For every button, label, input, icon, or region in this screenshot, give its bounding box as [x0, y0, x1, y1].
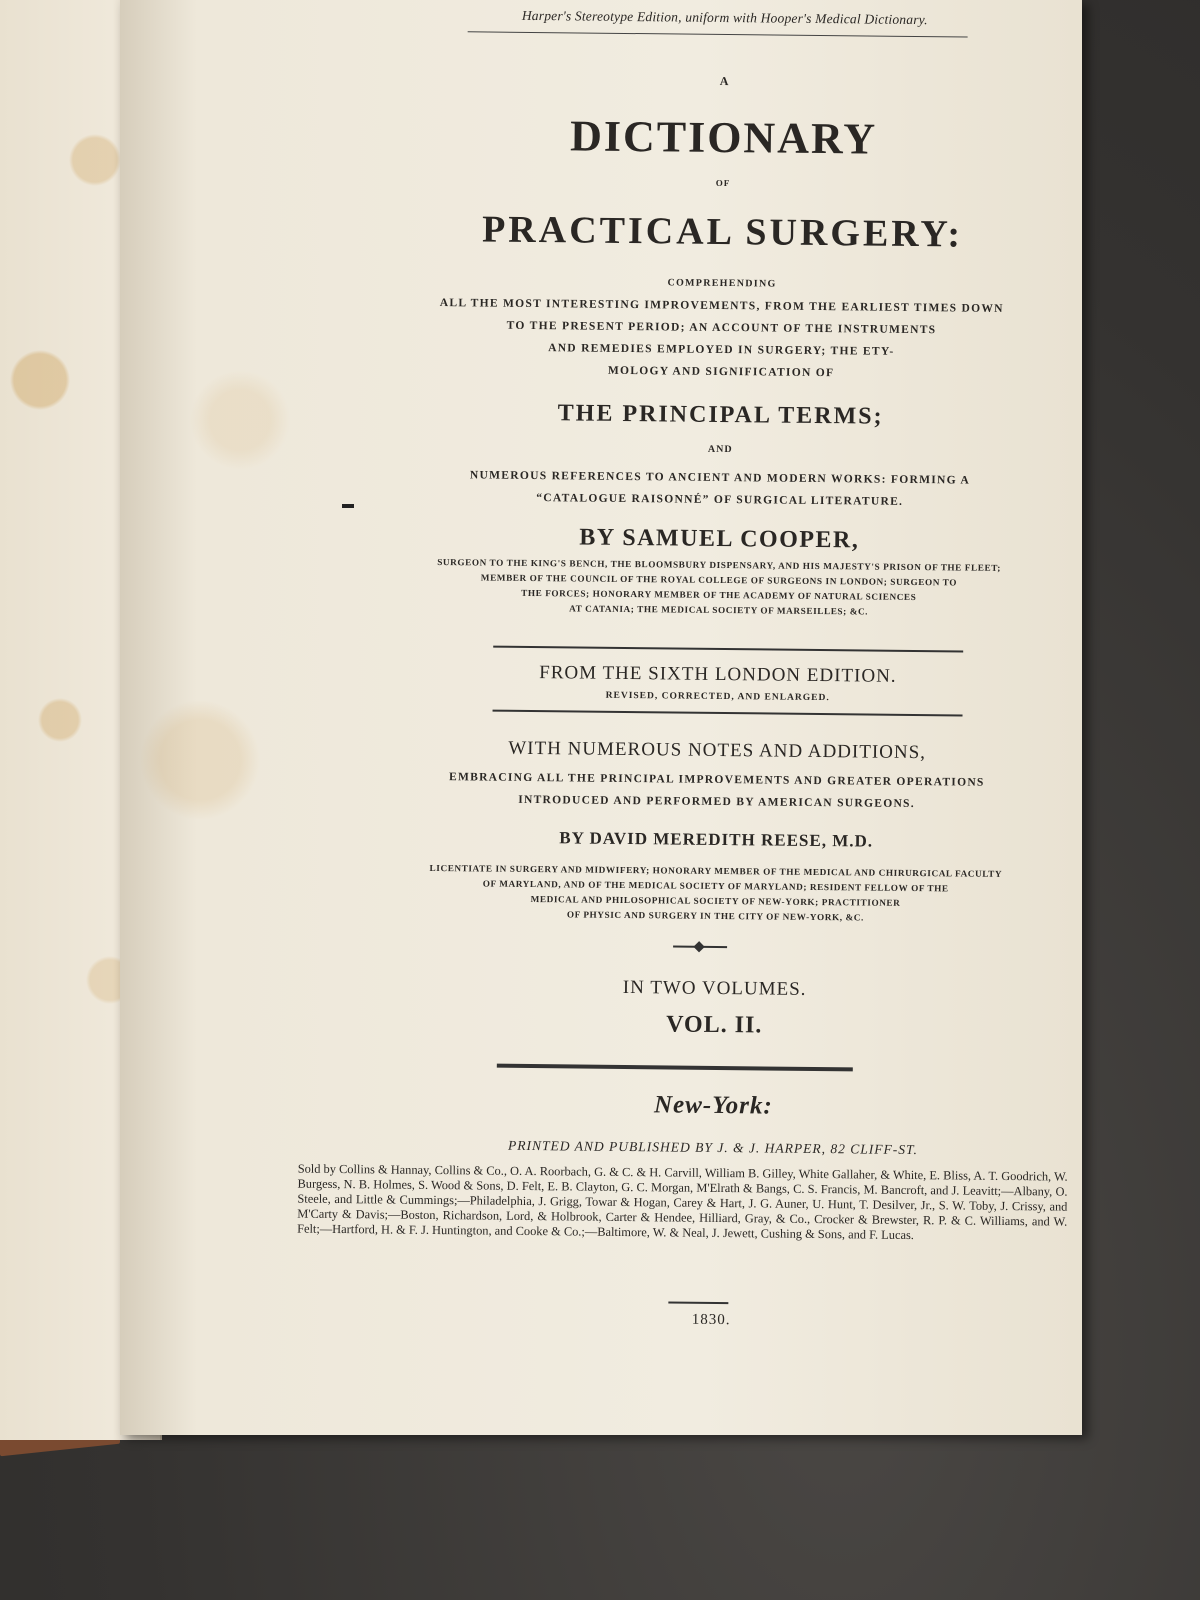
- divider-rule: [493, 710, 963, 717]
- subtitle-line: AND REMEDIES EMPLOYED IN SURGERY; THE ETY-: [548, 342, 895, 358]
- series-note: Harper's Stereotype Edition, uniform with Hooper's Medical Dictionary.: [521, 7, 928, 28]
- title-page: [120, 0, 1082, 1435]
- subtitle-line: TO THE PRESENT PERIOD; AN ACCOUNT OF THE INSTRUMENTS: [506, 319, 937, 337]
- year-rule: [668, 1301, 728, 1304]
- title-page-text: [295, 0, 1140, 1424]
- thick-rule: [497, 1064, 853, 1072]
- embracing-line: INTRODUCED AND PERFORMED BY AMERICAN SURGEONS.: [518, 793, 916, 811]
- title-subject: PRACTICAL SURGERY:: [481, 208, 964, 256]
- subtitle-line: ALL THE MOST INTERESTING IMPROVEMENTS, FROM THE EARLIEST TIMES DOWN: [439, 297, 1004, 315]
- edition: FROM THE SIXTH LONDON EDITION.: [539, 662, 897, 687]
- and-word: AND: [707, 443, 733, 456]
- divider-rule: [493, 646, 963, 653]
- ornament-divider: [673, 946, 727, 949]
- title-article: A: [719, 73, 729, 89]
- revised-note: REVISED, CORRECTED, AND ENLARGED.: [605, 690, 830, 704]
- editor-credential: OF MARYLAND, AND OF THE MEDICAL SOCIETY OF MARYLAND; RESIDENT FELLOW OF THE: [482, 878, 949, 894]
- author-credential: THE FORCES; HONORARY MEMBER OF THE ACADEMY OF NATURAL SCIENCES: [521, 587, 917, 603]
- editor-credential: LICENTIATE IN SURGERY AND MIDWIFERY; HONORARY MEMBER OF THE MEDICAL AND CHIRURGICAL FACULTY: [429, 862, 1003, 879]
- author-credential: MEMBER OF THE COUNCIL OF THE ROYAL COLLEGE OF SURGEONS IN LONDON; SURGEON TO: [480, 572, 958, 588]
- sold-by-paragraph: Sold by Collins & Hannay, Collins & Co., O. A. Roorbach, G. & C. & H. Carvill, William B. Gilley, White Gallaher, & White, E. Bliss, A. T. Goodrich, W. Burgess, N. B. Holmes, S. Wood & Sons, D. Felt, E. B. Clayton, G. C. Morgan, M'Elrath & Bangs, C. S. Francis, M. Bancroft, and J. Leavitt;—Albany, O. Steele, and Little & Cummings;—Philadelphia, J. Grigg, Towar & Hogan, Carey & Hart, J. G. Auner, U. Hunt, T. Desilver, Jr., S. W. Toby, J. Crissy, and M'Carty & Davis;—Boston, Richardson, Lord, & Holbrook, Carter & Hendee, Hilliard, Gray, & Co., Crocker & Brewster, R. P. & C. Williams, and W. Felt;—Hartford, H. & F. J. Huntington, and Cooke & Co.;—Baltimore, W. & Neal, J. Jewett, Cushing & Sons, and F. Lucas.: [297, 1161, 1068, 1243]
- author: BY SAMUEL COOPER,: [579, 524, 860, 554]
- series-rule: [468, 31, 968, 37]
- notes-heading: WITH NUMEROUS NOTES AND ADDITIONS,: [508, 737, 927, 764]
- author-credential: SURGEON TO THE KING'S BENCH, THE BLOOMSBURY DISPENSARY, AND HIS MAJESTY'S PRISON OF THE FLEET;: [437, 557, 1001, 573]
- editor: BY DAVID MEREDITH REESE, M.D.: [559, 828, 874, 851]
- imprint-city: New-York:: [653, 1091, 773, 1120]
- references-line: “CATALOGUE RAISONNÉ” OF SURGICAL LITERATURE.: [536, 492, 904, 508]
- editor-credential: MEDICAL AND PHILOSOPHICAL SOCIETY OF NEW-YORK; PRACTITIONER: [530, 894, 901, 908]
- subtitle-line: MOLOGY AND SIGNIFICATION OF: [607, 364, 835, 380]
- printer-line: PRINTED AND PUBLISHED BY J. & J. HARPER, 82 CLIFF-ST.: [507, 1137, 918, 1158]
- principal-terms: THE PRINCIPAL TERMS;: [557, 400, 884, 430]
- editor-credential: OF PHYSIC AND SURGERY IN THE CITY OF NEW-YORK, &C.: [566, 909, 864, 923]
- author-credential: AT CATANIA; THE MEDICAL SOCIETY OF MARSEILLES; &C.: [569, 603, 869, 617]
- title-of: OF: [715, 177, 731, 189]
- embracing-line: EMBRACING ALL THE PRINCIPAL IMPROVEMENTS AND GREATER OPERATIONS: [448, 771, 985, 789]
- references-line: NUMEROUS REFERENCES TO ANCIENT AND MODERN WORKS: FORMING A: [469, 469, 971, 487]
- publication-year: 1830.: [691, 1311, 731, 1329]
- subtitle-lead: COMPREHENDING: [667, 277, 777, 290]
- volumes: IN TWO VOLUMES.: [622, 976, 807, 1000]
- title-main: DICTIONARY: [569, 111, 878, 164]
- volume-number: VOL. II.: [666, 1011, 763, 1039]
